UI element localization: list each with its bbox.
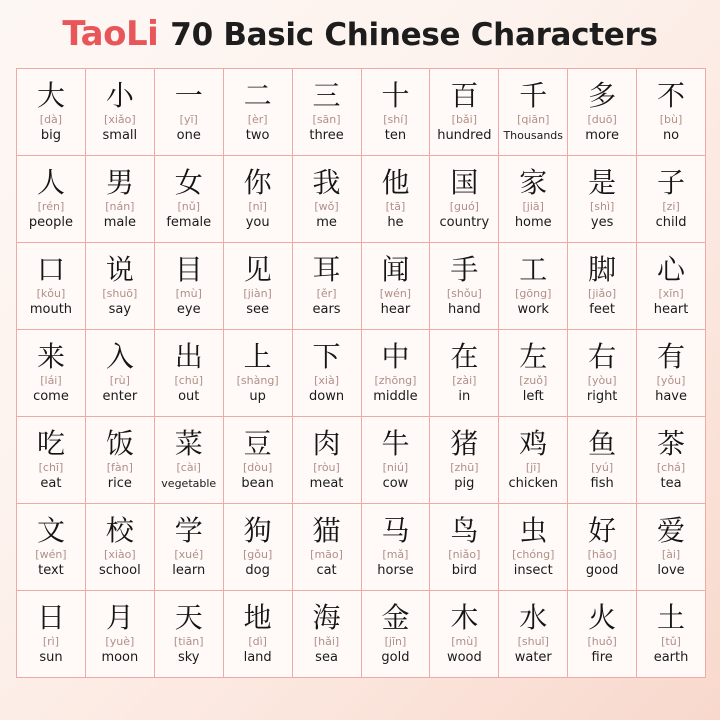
character-pinyin: [dì] xyxy=(248,635,267,648)
character-hanzi: 吃 xyxy=(36,427,65,460)
character-pinyin: [fàn] xyxy=(106,461,133,474)
character-cell xyxy=(499,243,567,329)
character-pinyin: [kǒu] xyxy=(36,287,66,300)
character-hanzi: 是 xyxy=(588,166,617,199)
character-meaning: left xyxy=(522,389,544,404)
character-pinyin: [chóng] xyxy=(512,548,555,561)
character-hanzi: 菜 xyxy=(174,427,203,460)
character-pinyin: [tǔ] xyxy=(661,635,681,648)
character-cell xyxy=(224,156,292,242)
page-title: 70 Basic Chinese Characters xyxy=(170,17,658,53)
character-cell xyxy=(637,591,705,677)
character-pinyin: [shuō] xyxy=(102,287,138,300)
character-pinyin: [wǒ] xyxy=(314,200,339,213)
character-pinyin: [chī] xyxy=(38,461,64,474)
character-cell xyxy=(568,243,636,329)
character-pinyin: [jī] xyxy=(525,461,541,474)
character-cell xyxy=(362,69,430,155)
character-meaning: eye xyxy=(176,302,201,317)
character-pinyin: [dòu] xyxy=(243,461,273,474)
character-hanzi: 天 xyxy=(174,601,203,634)
character-cell xyxy=(224,417,292,503)
character-pinyin: [zhū] xyxy=(450,461,479,474)
character-cell xyxy=(293,504,361,590)
character-meaning: say xyxy=(108,302,132,317)
character-meaning: love xyxy=(657,563,685,578)
character-pinyin: [niǎo] xyxy=(448,548,481,561)
character-cell xyxy=(499,156,567,242)
character-cell xyxy=(637,417,705,503)
character-hanzi: 中 xyxy=(381,340,410,373)
character-hanzi: 家 xyxy=(519,166,548,199)
character-hanzi: 国 xyxy=(450,166,479,199)
character-cell xyxy=(86,69,154,155)
character-meaning: learn xyxy=(172,563,206,578)
character-cell xyxy=(637,69,705,155)
character-meaning: Thousands xyxy=(503,129,564,142)
character-meaning: earth xyxy=(653,650,689,665)
character-hanzi: 说 xyxy=(105,253,134,286)
character-pinyin: [zuǒ] xyxy=(519,374,548,387)
character-meaning: see xyxy=(246,302,270,317)
character-pinyin: [nǔ] xyxy=(177,200,200,213)
character-hanzi: 入 xyxy=(105,340,134,373)
character-meaning: school xyxy=(99,563,141,578)
character-pinyin: [zi] xyxy=(662,200,680,213)
character-hanzi: 目 xyxy=(174,253,203,286)
character-cell xyxy=(155,69,223,155)
character-meaning: he xyxy=(387,215,404,230)
character-pinyin: [jiā] xyxy=(522,200,544,213)
character-hanzi: 海 xyxy=(312,601,341,634)
character-meaning: bean xyxy=(241,476,274,491)
character-pinyin: [wén] xyxy=(35,548,67,561)
character-pinyin: [ài] xyxy=(661,548,681,561)
character-hanzi: 三 xyxy=(312,79,341,112)
character-hanzi: 二 xyxy=(243,79,272,112)
character-cell xyxy=(293,591,361,677)
character-hanzi: 鸟 xyxy=(450,514,479,547)
character-pinyin: [ròu] xyxy=(313,461,340,474)
character-cell xyxy=(430,156,498,242)
character-pinyin: [zài] xyxy=(452,374,477,387)
character-hanzi: 工 xyxy=(519,253,548,286)
character-pinyin: [mù] xyxy=(451,635,478,648)
character-pinyin: [niú] xyxy=(382,461,409,474)
character-pinyin: [yòu] xyxy=(587,374,617,387)
character-cell xyxy=(430,591,498,677)
character-hanzi: 女 xyxy=(174,166,203,199)
character-cell xyxy=(430,504,498,590)
character-cell xyxy=(17,69,85,155)
character-cell xyxy=(224,504,292,590)
character-pinyin: [gōng] xyxy=(515,287,552,300)
character-meaning: yes xyxy=(590,215,614,230)
character-meaning: me xyxy=(316,215,337,230)
character-pinyin: [huǒ] xyxy=(587,635,617,648)
character-meaning: work xyxy=(517,302,549,317)
character-meaning: two xyxy=(245,128,270,143)
character-hanzi: 木 xyxy=(450,601,479,634)
character-meaning: meat xyxy=(309,476,344,491)
character-pinyin: [bù] xyxy=(659,113,683,126)
character-cell xyxy=(86,243,154,329)
character-hanzi: 大 xyxy=(36,79,65,112)
character-hanzi: 肉 xyxy=(312,427,341,460)
character-meaning: land xyxy=(243,650,272,665)
character-cell xyxy=(293,69,361,155)
character-hanzi: 金 xyxy=(381,601,410,634)
character-hanzi: 饭 xyxy=(105,427,134,460)
character-meaning: fire xyxy=(591,650,613,665)
character-meaning: moon xyxy=(101,650,139,665)
character-hanzi: 有 xyxy=(657,340,686,373)
character-meaning: hundred xyxy=(437,128,492,143)
character-cell xyxy=(224,243,292,329)
character-cell xyxy=(499,591,567,677)
character-hanzi: 你 xyxy=(243,166,272,199)
character-meaning: up xyxy=(249,389,266,404)
character-cell xyxy=(17,417,85,503)
character-meaning: one xyxy=(176,128,201,143)
character-pinyin: [tiān] xyxy=(173,635,204,648)
character-meaning: mouth xyxy=(29,302,73,317)
character-hanzi: 虫 xyxy=(519,514,548,547)
character-pinyin: [yú] xyxy=(591,461,614,474)
character-hanzi: 马 xyxy=(381,514,410,547)
character-hanzi: 豆 xyxy=(243,427,272,460)
character-meaning: come xyxy=(33,389,69,404)
character-cell xyxy=(499,504,567,590)
character-pinyin: [jīn] xyxy=(384,635,407,648)
character-hanzi: 我 xyxy=(312,166,341,199)
character-hanzi: 水 xyxy=(519,601,548,634)
character-hanzi: 鱼 xyxy=(588,427,617,460)
character-cell xyxy=(499,330,567,416)
character-cell xyxy=(17,504,85,590)
character-pinyin: [èr] xyxy=(247,113,268,126)
character-meaning: home xyxy=(514,215,552,230)
character-meaning: enter xyxy=(102,389,138,404)
character-cell xyxy=(86,330,154,416)
character-cell xyxy=(568,504,636,590)
character-meaning: sky xyxy=(177,650,200,665)
character-meaning: country xyxy=(439,215,490,230)
character-meaning: ears xyxy=(312,302,341,317)
character-cell xyxy=(155,504,223,590)
character-hanzi: 爱 xyxy=(657,514,686,547)
character-cell xyxy=(568,69,636,155)
character-meaning: rice xyxy=(107,476,132,491)
page-header xyxy=(16,14,704,62)
character-hanzi: 左 xyxy=(519,340,548,373)
character-cell xyxy=(86,591,154,677)
character-hanzi: 狗 xyxy=(243,514,272,547)
character-hanzi: 小 xyxy=(105,79,134,112)
character-meaning: insect xyxy=(513,563,553,578)
character-pinyin: [mǎ] xyxy=(382,548,409,561)
character-pinyin: [shí] xyxy=(383,113,408,126)
character-pinyin: [shì] xyxy=(589,200,615,213)
character-cell xyxy=(224,69,292,155)
character-hanzi: 口 xyxy=(36,253,65,286)
character-meaning: cow xyxy=(382,476,409,491)
character-meaning: feet xyxy=(589,302,615,317)
character-pinyin: [qiān] xyxy=(517,113,550,126)
character-meaning: big xyxy=(40,128,61,143)
character-hanzi: 多 xyxy=(588,79,617,112)
character-meaning: cat xyxy=(316,563,337,578)
character-hanzi: 人 xyxy=(36,166,65,199)
character-pinyin: [yǒu] xyxy=(656,374,686,387)
character-pinyin: [xué] xyxy=(174,548,204,561)
character-meaning: child xyxy=(655,215,687,230)
character-meaning: small xyxy=(102,128,138,143)
character-meaning: no xyxy=(662,128,680,143)
character-hanzi: 千 xyxy=(519,79,548,112)
character-meaning: pig xyxy=(454,476,475,491)
character-cell xyxy=(568,156,636,242)
character-cell xyxy=(155,330,223,416)
character-meaning: hear xyxy=(380,302,411,317)
character-hanzi: 日 xyxy=(36,601,65,634)
character-hanzi: 心 xyxy=(657,253,686,286)
character-pinyin: [rù] xyxy=(109,374,130,387)
character-hanzi: 耳 xyxy=(312,253,341,286)
character-meaning: middle xyxy=(373,389,418,404)
character-cell xyxy=(17,243,85,329)
character-cell xyxy=(568,591,636,677)
character-meaning: bird xyxy=(451,563,477,578)
character-pinyin: [zhōng] xyxy=(374,374,417,387)
character-pinyin: [duō] xyxy=(587,113,617,126)
character-hanzi: 手 xyxy=(450,253,479,286)
character-pinyin: [xīn] xyxy=(658,287,684,300)
character-meaning: sun xyxy=(39,650,63,665)
character-meaning: good xyxy=(585,563,619,578)
character-hanzi: 脚 xyxy=(588,253,617,286)
character-meaning: ten xyxy=(384,128,407,143)
character-cell xyxy=(568,330,636,416)
character-hanzi: 一 xyxy=(174,79,203,112)
character-cell xyxy=(430,330,498,416)
character-cell xyxy=(293,417,361,503)
character-hanzi: 十 xyxy=(381,79,410,112)
character-cell xyxy=(155,417,223,503)
character-meaning: water xyxy=(514,650,552,665)
character-pinyin: [tā] xyxy=(385,200,406,213)
character-meaning: vegetable xyxy=(161,477,217,490)
character-hanzi: 在 xyxy=(450,340,479,373)
character-pinyin: [chá] xyxy=(656,461,686,474)
character-meaning: male xyxy=(103,215,136,230)
character-hanzi: 猪 xyxy=(450,427,479,460)
character-pinyin: [nǐ] xyxy=(248,200,267,213)
character-cell xyxy=(430,69,498,155)
character-pinyin: [xià] xyxy=(314,374,339,387)
character-pinyin: [rì] xyxy=(42,635,60,648)
character-hanzi: 火 xyxy=(588,601,617,634)
character-meaning: horse xyxy=(377,563,414,578)
character-meaning: three xyxy=(309,128,344,143)
character-pinyin: [yī] xyxy=(179,113,198,126)
character-hanzi: 地 xyxy=(243,601,272,634)
character-cell xyxy=(362,504,430,590)
character-meaning: sea xyxy=(315,650,338,665)
character-cell xyxy=(86,417,154,503)
character-hanzi: 他 xyxy=(381,166,410,199)
character-pinyin: [hǎo] xyxy=(587,548,617,561)
character-pinyin: [chū] xyxy=(174,374,204,387)
character-meaning: gold xyxy=(381,650,410,665)
character-cell xyxy=(155,591,223,677)
character-cell xyxy=(17,330,85,416)
character-hanzi: 学 xyxy=(174,514,203,547)
character-hanzi: 校 xyxy=(105,514,134,547)
character-cell xyxy=(86,504,154,590)
character-meaning: you xyxy=(245,215,270,230)
character-pinyin: [jiàn] xyxy=(243,287,272,300)
character-hanzi: 右 xyxy=(588,340,617,373)
character-hanzi: 茶 xyxy=(657,427,686,460)
character-hanzi: 猫 xyxy=(312,514,341,547)
character-cell xyxy=(499,417,567,503)
character-hanzi: 鸡 xyxy=(519,427,548,460)
character-pinyin: [bǎi] xyxy=(451,113,478,126)
character-meaning: eat xyxy=(40,476,62,491)
character-hanzi: 闻 xyxy=(381,253,410,286)
character-cell xyxy=(362,156,430,242)
character-meaning: heart xyxy=(653,302,689,317)
character-pinyin: [wén] xyxy=(379,287,412,300)
character-hanzi: 见 xyxy=(243,253,272,286)
character-cell xyxy=(293,243,361,329)
character-hanzi: 月 xyxy=(105,601,134,634)
character-meaning: tea xyxy=(660,476,682,491)
character-meaning: wood xyxy=(446,650,482,665)
character-pinyin: [xiǎo] xyxy=(104,113,136,126)
character-cell xyxy=(155,243,223,329)
character-cell xyxy=(17,591,85,677)
character-cell xyxy=(293,330,361,416)
character-meaning: have xyxy=(655,389,687,404)
character-hanzi: 男 xyxy=(105,166,134,199)
character-cell xyxy=(637,504,705,590)
character-pinyin: [cài] xyxy=(176,461,201,474)
character-cell xyxy=(17,156,85,242)
character-meaning: dog xyxy=(245,563,270,578)
character-cell xyxy=(637,243,705,329)
character-pinyin: [dà] xyxy=(39,113,63,126)
character-pinyin: [gǒu] xyxy=(243,548,273,561)
character-meaning: text xyxy=(38,563,64,578)
character-cell xyxy=(224,330,292,416)
character-cell xyxy=(362,417,430,503)
brand-logo: TaoLi xyxy=(62,14,159,54)
character-cell xyxy=(224,591,292,677)
character-meaning: out xyxy=(178,389,200,404)
character-hanzi: 下 xyxy=(312,340,341,373)
character-hanzi: 好 xyxy=(588,514,617,547)
character-meaning: right xyxy=(586,389,618,404)
character-meaning: chicken xyxy=(508,476,558,491)
character-hanzi: 牛 xyxy=(381,427,410,460)
character-cell xyxy=(362,243,430,329)
character-cell xyxy=(499,69,567,155)
character-pinyin: [lái] xyxy=(40,374,62,387)
character-meaning: fish xyxy=(590,476,614,491)
character-hanzi: 出 xyxy=(174,340,203,373)
character-pinyin: [shǒu] xyxy=(446,287,482,300)
character-meaning: more xyxy=(585,128,619,143)
character-hanzi: 文 xyxy=(36,514,65,547)
character-pinyin: [rén] xyxy=(37,200,65,213)
character-meaning: female xyxy=(166,215,212,230)
character-pinyin: [yuè] xyxy=(105,635,135,648)
character-cell xyxy=(86,156,154,242)
character-pinyin: [nán] xyxy=(105,200,135,213)
character-pinyin: [sān] xyxy=(312,113,341,126)
character-cell xyxy=(362,591,430,677)
character-cell xyxy=(430,417,498,503)
character-pinyin: [shuǐ] xyxy=(517,635,549,648)
character-meaning: in xyxy=(458,389,471,404)
character-cell xyxy=(362,330,430,416)
character-hanzi: 土 xyxy=(657,601,686,634)
character-hanzi: 来 xyxy=(36,340,65,373)
character-cell xyxy=(430,243,498,329)
character-hanzi: 子 xyxy=(657,166,686,199)
character-hanzi: 百 xyxy=(450,79,479,112)
character-cell xyxy=(155,156,223,242)
character-hanzi: 不 xyxy=(657,79,686,112)
character-pinyin: [shàng] xyxy=(236,374,279,387)
character-pinyin: [xiào] xyxy=(104,548,136,561)
character-meaning: hand xyxy=(447,302,481,317)
character-cell xyxy=(568,417,636,503)
character-pinyin: [mù] xyxy=(175,287,202,300)
character-cell xyxy=(637,330,705,416)
character-meaning: down xyxy=(309,389,345,404)
character-pinyin: [hǎi] xyxy=(313,635,340,648)
character-pinyin: [ěr] xyxy=(316,287,337,300)
character-cell xyxy=(637,156,705,242)
character-pinyin: [jiǎo] xyxy=(588,287,617,300)
character-pinyin: [māo] xyxy=(310,548,343,561)
character-meaning: people xyxy=(28,215,73,230)
character-hanzi: 上 xyxy=(243,340,272,373)
character-pinyin: [guó] xyxy=(449,200,479,213)
character-grid xyxy=(16,68,706,678)
character-cell xyxy=(293,156,361,242)
